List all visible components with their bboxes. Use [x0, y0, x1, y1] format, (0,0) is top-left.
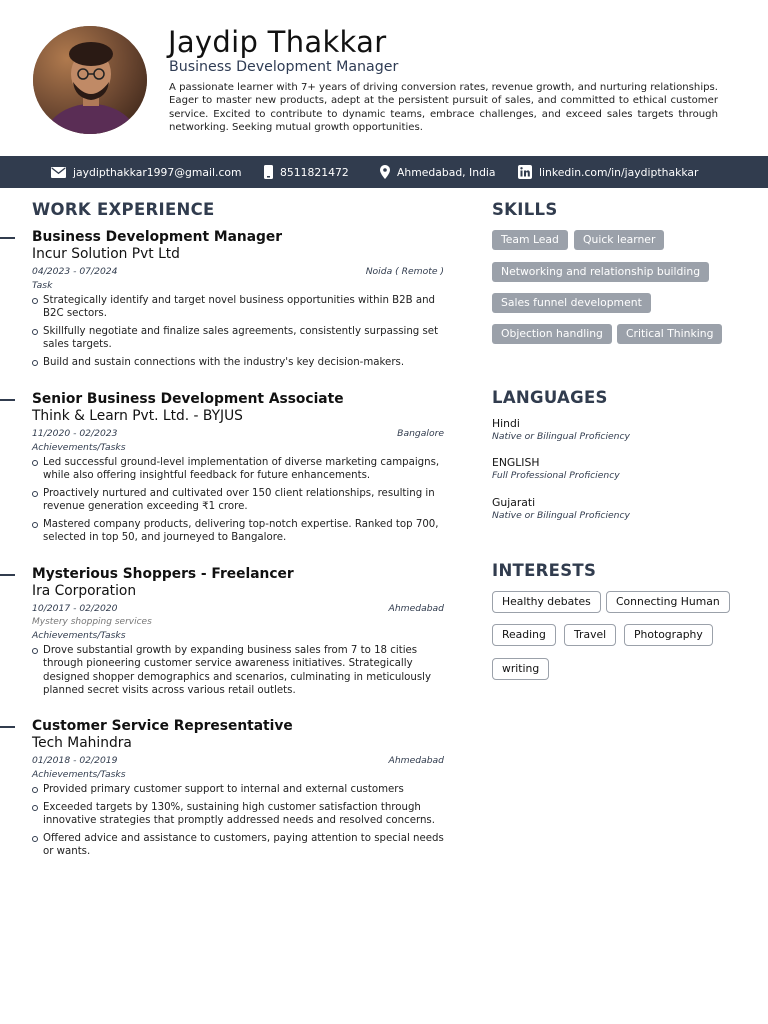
contact-location	[380, 156, 496, 188]
language-level: Full Professional Proficiency	[492, 470, 620, 481]
contact-linkedin[interactable]	[518, 156, 698, 188]
job-bullet: Led successful ground-level implementation of diverse marketing campaigns, while also offering insightful feedback for future enhancements.	[32, 456, 444, 483]
language-name: Gujarati	[492, 496, 536, 509]
interest-tag: Reading	[492, 624, 556, 646]
skill-pill: Objection handling	[492, 324, 612, 344]
job-company: Incur Solution Pvt Ltd	[32, 246, 180, 262]
interest-tag: writing	[492, 658, 549, 680]
profile-photo	[33, 26, 147, 134]
job-bullets	[32, 456, 444, 545]
job-location: Noida ( Remote )	[365, 266, 444, 277]
language-item	[492, 456, 620, 482]
language-level: Native or Bilingual Proficiency	[492, 510, 630, 521]
job-meta	[32, 753, 444, 768]
job-bullet: Provided primary customer support to internal and external customers	[32, 783, 444, 796]
job-title: Mysterious Shoppers - Freelancer	[32, 566, 294, 582]
interest-tag: Photography	[624, 624, 713, 646]
skill-pill: Networking and relationship building	[492, 262, 709, 282]
job-location: Ahmedabad	[388, 603, 444, 614]
language-item	[492, 417, 630, 443]
work-experience-title: WORK EXPERIENCE	[32, 200, 215, 219]
contact-email[interactable]	[51, 156, 242, 188]
job-dates: 10/2017 - 02/2020	[32, 603, 118, 614]
job-entry	[32, 391, 444, 549]
location-text: Ahmedabad, India	[397, 165, 496, 179]
job-bullet: Proactively nurtured and cultivated over 150 client relationships, resulting in revenue generation exceeding ₹1 crore.	[32, 487, 444, 514]
job-bullets	[32, 644, 444, 698]
job-description: Mystery shopping services	[32, 617, 152, 627]
job-tag: Achievements/Tasks	[32, 630, 126, 641]
job-bullets	[32, 783, 444, 858]
contact-phone[interactable]	[264, 156, 349, 188]
job-marker	[0, 399, 15, 401]
job-dates: 01/2018 - 02/2019	[32, 755, 118, 766]
language-item	[492, 496, 630, 522]
job-bullet: Build and sustain connections with the industry's key decision-makers.	[32, 356, 444, 369]
language-name: Hindi	[492, 417, 520, 430]
map-pin-icon	[380, 165, 390, 179]
job-company: Tech Mahindra	[32, 735, 132, 751]
job-tag: Task	[32, 280, 53, 291]
job-dates: 11/2020 - 02/2023	[32, 428, 118, 439]
phone-icon	[264, 165, 273, 179]
job-dates: 04/2023 - 07/2024	[32, 266, 118, 277]
job-company: Ira Corporation	[32, 583, 137, 599]
interest-tag: Connecting Human	[606, 591, 730, 613]
job-marker	[0, 726, 15, 728]
job-location: Ahmedabad	[388, 755, 444, 766]
skill-pill: Sales funnel development	[492, 293, 651, 313]
job-bullet: Exceeded targets by 130%, sustaining high customer satisfaction through innovative strategies that promptly addressed needs and resolved concerns.	[32, 801, 444, 828]
job-meta	[32, 601, 444, 616]
job-entry	[32, 229, 444, 374]
envelope-icon	[51, 167, 66, 178]
profile-summary: A passionate learner with 7+ years of driving conversion rates, revenue growth, and nurturing relationships. Eager to master new products, adept at the persistent pursuit of sales, and committed to ethical customer service. Excited to contribute to dynamic teams, embrace challenges, and exceed sales targets through networking. Seeking mutual growth opportunities.	[169, 82, 718, 134]
job-bullet: Skillfully negotiate and finalize sales agreements, consistently surpassing set sales targets.	[32, 325, 444, 352]
job-meta	[32, 264, 444, 279]
job-bullet: Mastered company products, delivering top-notch expertise. Ranked top 700, selected in top 50, and journeyed to Bangalore.	[32, 518, 444, 545]
job-title: Senior Business Development Associate	[32, 391, 344, 407]
linkedin-text: linkedin.com/in/jaydipthakkar	[539, 165, 699, 179]
contact-bar	[0, 156, 768, 188]
job-bullet: Offered advice and assistance to customers, paying attention to special needs or wants.	[32, 832, 444, 859]
phone-text: 8511821472	[280, 165, 349, 179]
job-tag: Achievements/Tasks	[32, 442, 126, 453]
job-meta	[32, 426, 444, 441]
job-entry	[32, 718, 444, 863]
job-bullets	[32, 294, 444, 369]
job-tag: Achievements/Tasks	[32, 769, 126, 780]
job-company: Think & Learn Pvt. Ltd. - BYJUS	[32, 408, 243, 424]
skill-pill: Critical Thinking	[617, 324, 722, 344]
job-title: Customer Service Representative	[32, 718, 293, 734]
job-title: Business Development Manager	[32, 229, 283, 245]
skill-pill: Quick learner	[574, 230, 664, 250]
candidate-role: Business Development Manager	[169, 59, 399, 75]
interests-title: INTERESTS	[492, 561, 597, 580]
interest-tag: Travel	[564, 624, 616, 646]
language-name: ENGLISH	[492, 456, 540, 469]
job-marker	[0, 574, 15, 576]
job-bullet: Drove substantial growth by expanding business sales from 7 to 18 cities through pioneering customer service awareness initiatives. Strategically designed shopper demographics and scenarios, culminating in meticulously planned secret visits across various retail outlets.	[32, 644, 444, 698]
skill-pill: Team Lead	[492, 230, 568, 250]
job-location: Bangalore	[397, 428, 444, 439]
language-level: Native or Bilingual Proficiency	[492, 431, 630, 442]
linkedin-icon	[518, 165, 532, 179]
job-bullet: Strategically identify and target novel business opportunities within B2B and B2C sectors.	[32, 294, 444, 321]
languages-title: LANGUAGES	[492, 388, 608, 407]
skills-title: SKILLS	[492, 200, 558, 219]
candidate-name: Jaydip Thakkar	[168, 25, 387, 59]
job-marker	[0, 237, 15, 239]
email-text: jaydipthakkar1997@gmail.com	[73, 165, 242, 179]
interest-tag: Healthy debates	[492, 591, 601, 613]
job-entry	[32, 566, 444, 702]
